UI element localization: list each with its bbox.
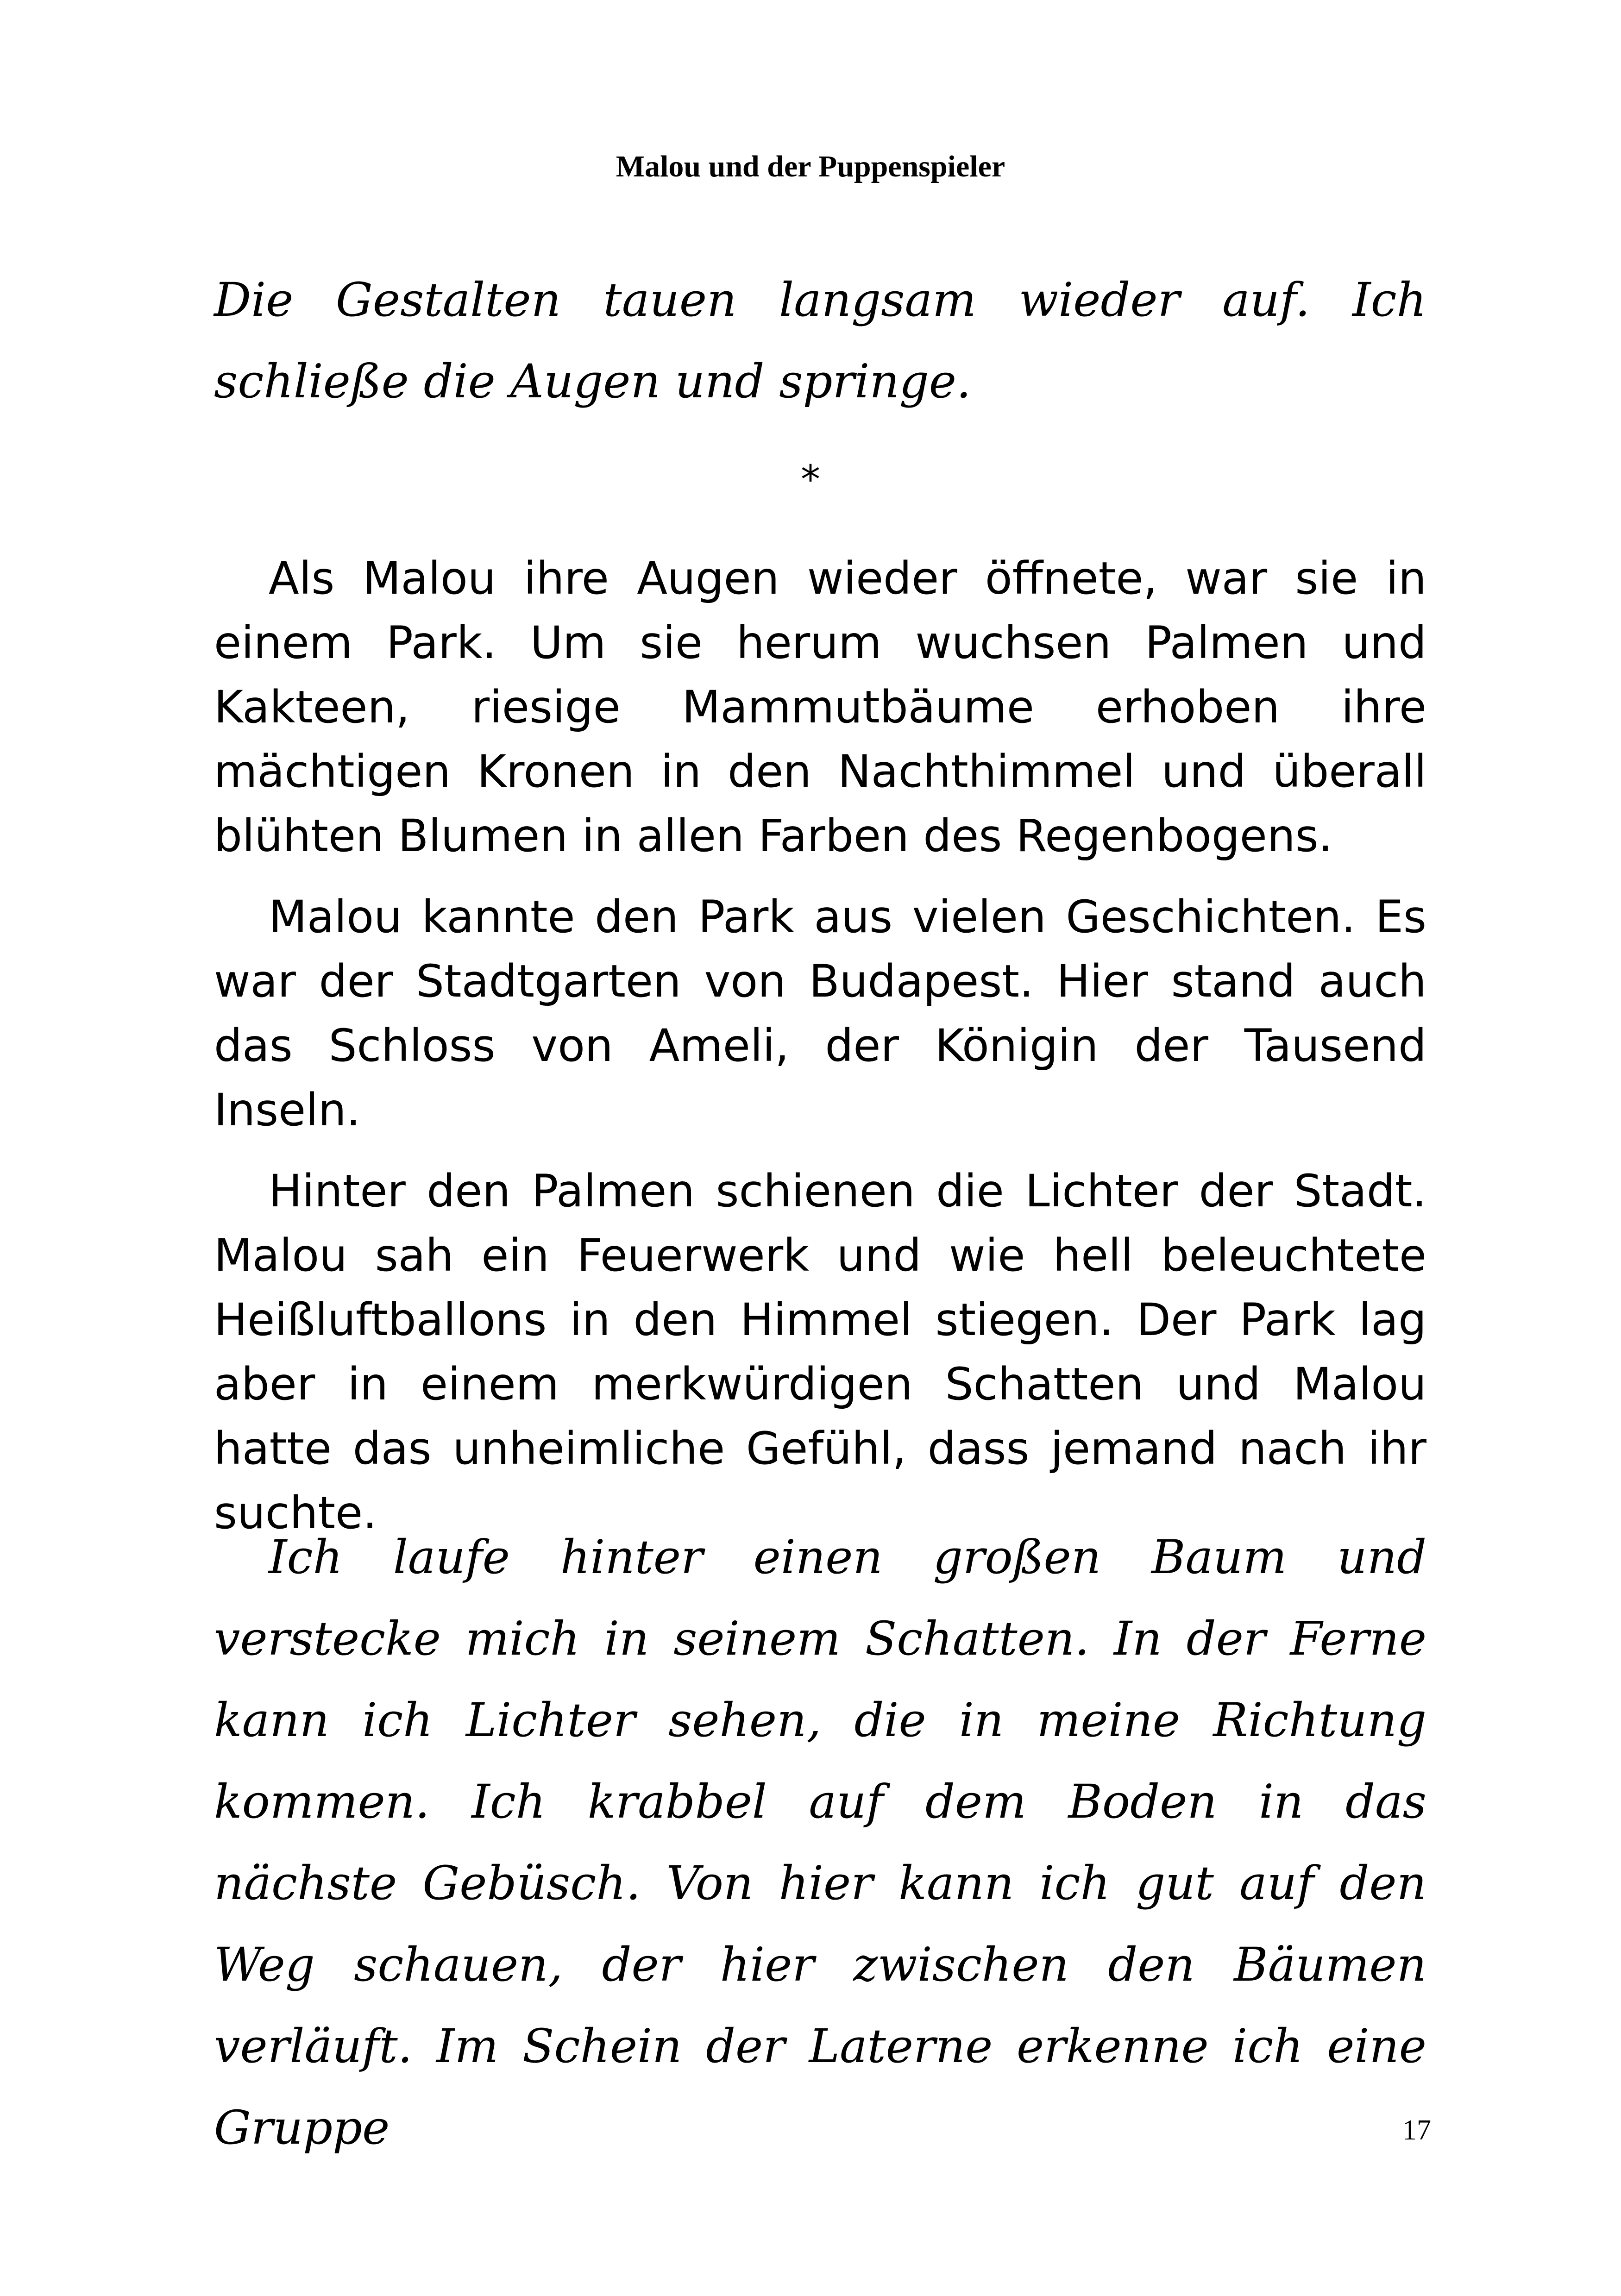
script-paragraph: Die Gestalten tauen langsam wieder auf. Ich schließe die Augen und springe. (214, 273, 1426, 408)
prose-paragraph-2: Malou kannte den Park aus vielen Geschichten. Es war der Stadtgarten von Budapest. Hier stand auch das Schloss von Ameli, der Königin der Tausend Inseln. (214, 891, 1426, 1136)
prose-section (214, 546, 1426, 1562)
script-passage-bottom (214, 1517, 1426, 2169)
script-passage-top (214, 259, 1426, 422)
prose-paragraph-1: Als Malou ihre Augen wieder öffnete, war sie in einem Park. Um sie herum wuchsen Palmen und Kakteen, riesige Mammutbäume erhoben ihre mächtigen Kronen in den Nachthimmel und überall blühten Blumen in allen Farben des Regenbogens. (214, 552, 1426, 862)
prose-paragraph-3: Hinter den Palmen schienen die Lichter der Stadt. Malou sah ein Feuerwerk und wie hell beleuchtete Heißluftballons in den Himmel stiegen. Der Park lag aber in einem merkwürdigen Schatten und Malou hatte das unheimliche Gefühl, dass jemand nach ihr suchte. (214, 1165, 1426, 1539)
page-number: 17 (1402, 2114, 1431, 2146)
section-separator: * (801, 457, 820, 502)
script-paragraph: Ich laufe hinter einen großen Baum und verstecke mich in seinem Schatten. In der Ferne kann ich Lichter sehen, die in meine Richtung kommen. Ich krabbel auf dem Boden in das nächste Gebüsch. Von hier kann ich gut auf den Weg schauen, der hier zwischen den Bäumen verläuft. Im Schein der Laterne erkenne ich eine Gruppe (214, 1530, 1426, 2155)
running-header: Malou und der Puppenspieler (616, 150, 1005, 183)
